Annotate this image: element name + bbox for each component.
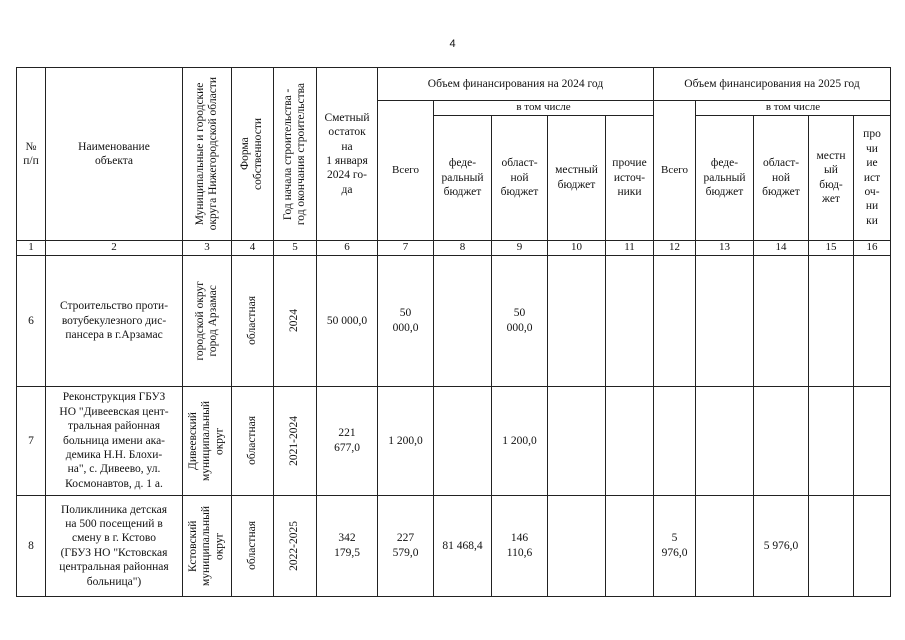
header-row-1	[17, 68, 891, 101]
column-number: 15	[809, 240, 854, 255]
column-number: 14	[754, 240, 809, 255]
total-2024: 50 000,0	[378, 255, 434, 386]
header-incl-2024: в том числе	[434, 101, 654, 116]
ownership-form: областная	[232, 386, 274, 495]
header-total-2025: Всего	[654, 101, 696, 241]
column-number: 6	[317, 240, 378, 255]
ownership-form: областная	[232, 495, 274, 596]
local-2025	[809, 255, 854, 386]
regional-2024: 1 200,0	[492, 386, 548, 495]
total-2024: 227 579,0	[378, 495, 434, 596]
local-2025	[809, 386, 854, 495]
header-federal-2024: феде- ральный бюджет	[434, 115, 492, 240]
financing-table	[16, 67, 891, 597]
object-name: Поликлиника детская на 500 посещений в смену в г. Кстово (ГБУЗ НО "Кстовская центральная районная больница")	[46, 495, 183, 596]
header-num: № п/п	[17, 68, 46, 241]
ownership-form: областная	[232, 255, 274, 386]
column-number: 11	[606, 240, 654, 255]
header-ownership: Форма собственности	[232, 68, 274, 241]
column-numbers-row	[17, 240, 891, 255]
header-fin-2024: Объем финансирования на 2024 год	[378, 68, 654, 101]
column-number: 8	[434, 240, 492, 255]
estimate-balance: 221 677,0	[317, 386, 378, 495]
local-2024	[548, 255, 606, 386]
municipal-district: Дивеевский муниципальный округ	[183, 386, 232, 495]
total-2025	[654, 386, 696, 495]
column-number: 9	[492, 240, 548, 255]
other-2025	[854, 386, 891, 495]
column-number: 4	[232, 240, 274, 255]
other-2025	[854, 495, 891, 596]
regional-2025	[754, 255, 809, 386]
column-number: 13	[696, 240, 754, 255]
federal-2025	[696, 255, 754, 386]
column-number: 10	[548, 240, 606, 255]
header-municipal: Муниципальные и городские округа Нижегородской области	[183, 68, 232, 241]
total-2025: 5 976,0	[654, 495, 696, 596]
row-num: 7	[17, 386, 46, 495]
column-number: 2	[46, 240, 183, 255]
column-number: 5	[274, 240, 317, 255]
other-2024	[606, 386, 654, 495]
construction-years: 2022-2025	[274, 495, 317, 596]
local-2025	[809, 495, 854, 596]
municipal-district: Кстовский муниципальный округ	[183, 495, 232, 596]
table-row	[17, 495, 891, 596]
regional-2024: 50 000,0	[492, 255, 548, 386]
header-fin-2025: Объем финансирования на 2025 год	[654, 68, 891, 101]
total-2024: 1 200,0	[378, 386, 434, 495]
row-num: 6	[17, 255, 46, 386]
header-local-2025: местн ый бюд- жет	[809, 115, 854, 240]
construction-years: 2021-2024	[274, 386, 317, 495]
regional-2025	[754, 386, 809, 495]
federal-2024	[434, 255, 492, 386]
row-num: 8	[17, 495, 46, 596]
federal-2025	[696, 386, 754, 495]
regional-2024: 146 110,6	[492, 495, 548, 596]
column-number: 16	[854, 240, 891, 255]
header-years: Год начала строительства - год окончания строительства	[274, 68, 317, 241]
header-local-2024: местный бюджет	[548, 115, 606, 240]
header-total-2024: Всего	[378, 101, 434, 241]
column-number: 1	[17, 240, 46, 255]
header-other-2024: прочие источ- ники	[606, 115, 654, 240]
column-number: 7	[378, 240, 434, 255]
column-number: 3	[183, 240, 232, 255]
estimate-balance: 50 000,0	[317, 255, 378, 386]
object-name: Реконструкция ГБУЗ НО "Дивеевская цент- тральная районная больница имени ака- демика Н.Н. Блохи- на", с. Дивеево, ул. Космонавтов, д. 1 а.	[46, 386, 183, 495]
federal-2024: 81 468,4	[434, 495, 492, 596]
table-row	[17, 255, 891, 386]
other-2024	[606, 495, 654, 596]
municipal-district: городской округ город Арзамас	[183, 255, 232, 386]
local-2024	[548, 495, 606, 596]
header-estimate: Сметный остаток на 1 января 2024 го- да	[317, 68, 378, 241]
header-incl-2025: в том числе	[696, 101, 891, 116]
header-other-2025: про чи ие ист оч- ни ки	[854, 115, 891, 240]
estimate-balance: 342 179,5	[317, 495, 378, 596]
header-regional-2024: област- ной бюджет	[492, 115, 548, 240]
header-regional-2025: област- ной бюджет	[754, 115, 809, 240]
header-federal-2025: феде- ральный бюджет	[696, 115, 754, 240]
other-2025	[854, 255, 891, 386]
header-name: Наименование объекта	[46, 68, 183, 241]
federal-2025	[696, 495, 754, 596]
page-number: 4	[449, 38, 456, 50]
construction-years: 2024	[274, 255, 317, 386]
table-row	[17, 386, 891, 495]
federal-2024	[434, 386, 492, 495]
regional-2025: 5 976,0	[754, 495, 809, 596]
total-2025	[654, 255, 696, 386]
other-2024	[606, 255, 654, 386]
object-name: Строительство проти- вотубекулезного дис- пансера в г.Арзамас	[46, 255, 183, 386]
local-2024	[548, 386, 606, 495]
column-number: 12	[654, 240, 696, 255]
